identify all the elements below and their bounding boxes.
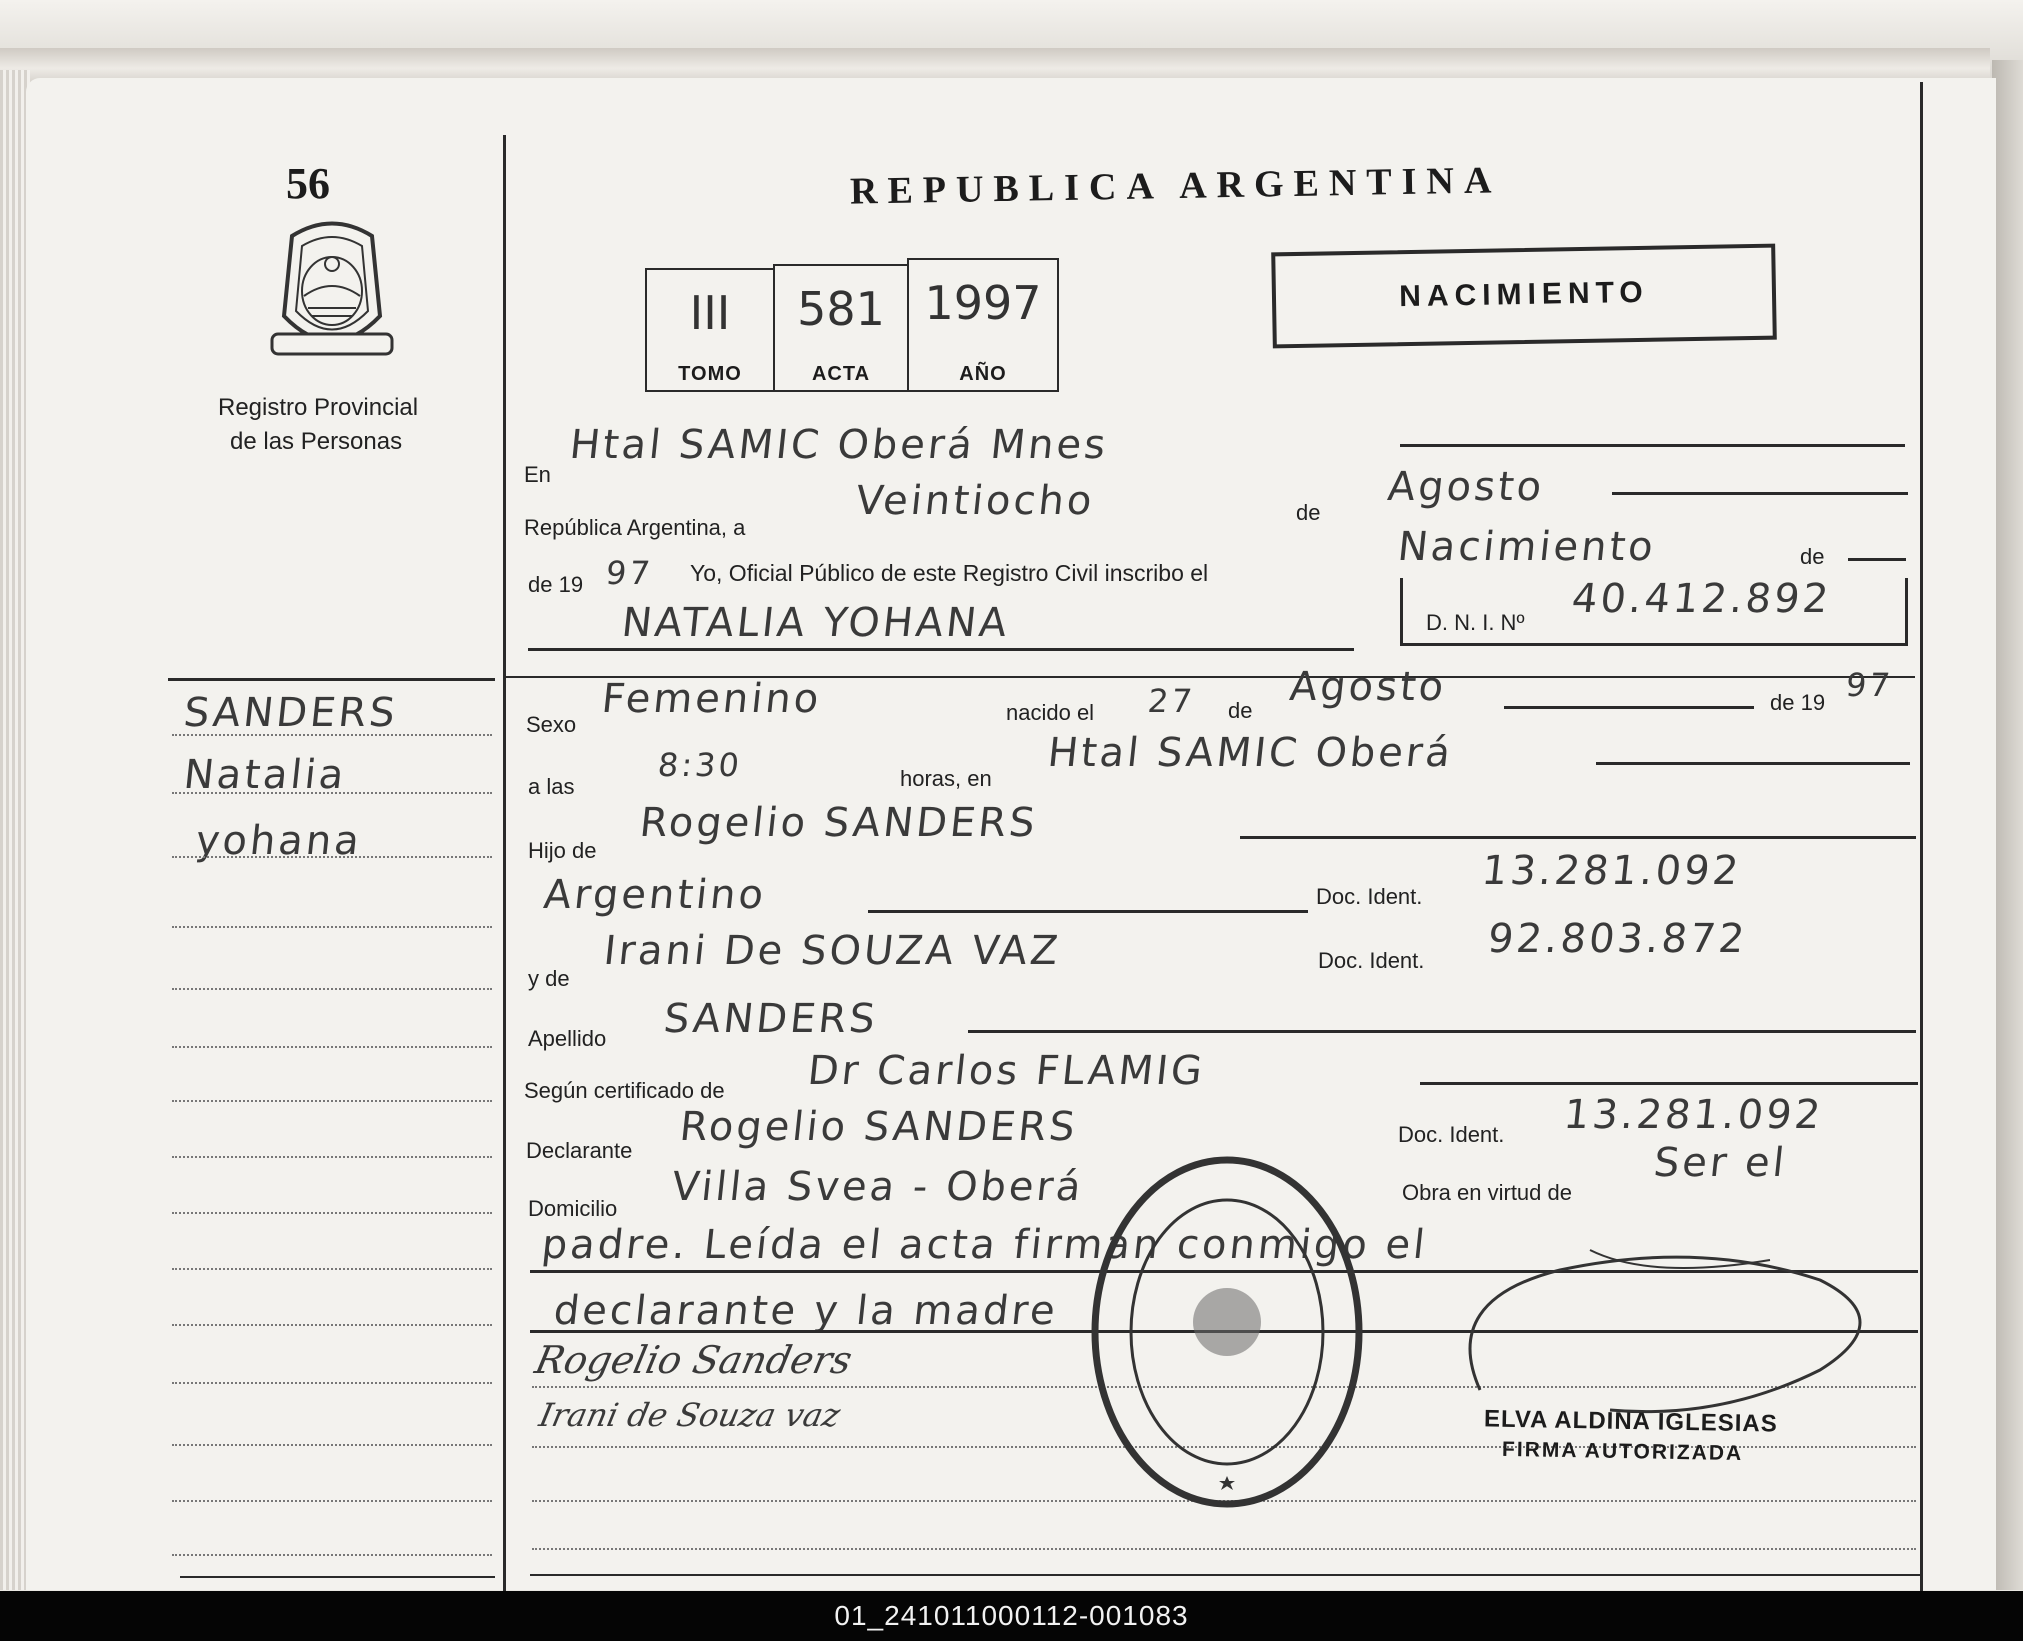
sexo-value: Femenino [599, 676, 824, 722]
sexo-label: Sexo [526, 712, 577, 737]
registry-line2: de las Personas [230, 428, 403, 455]
margin-line [172, 1500, 492, 1502]
margin-top-rule [168, 678, 495, 681]
mother-signature: Irani de Souza vaz [535, 1396, 844, 1434]
acta-value: 581 [797, 282, 885, 336]
declarante-label: Declarante [526, 1138, 633, 1163]
obra-label: Obra en virtud de [1402, 1180, 1572, 1205]
right-border [1920, 82, 1923, 1591]
year-prefix: de 19 [528, 572, 584, 597]
margin-line [172, 1156, 492, 1158]
de-label2: de [1800, 544, 1825, 569]
registry-line1: Registro Provincial [218, 394, 419, 421]
record-type: NACIMIENTO [1398, 275, 1649, 314]
tomo-label: TOMO [678, 363, 742, 385]
margin-line [172, 1324, 492, 1326]
margin-line [172, 1382, 492, 1384]
official-role: FIRMA AUTORIZADA [1501, 1437, 1744, 1466]
margin-line [172, 926, 492, 928]
margin-line [172, 1444, 492, 1446]
en-label: En [524, 462, 551, 487]
book-right-edge [1992, 60, 2023, 1590]
hijo-label: Hijo de [528, 838, 597, 863]
page-number: 56 [286, 159, 330, 208]
domicilio-value: Villa Svea - Oberá [669, 1164, 1086, 1210]
tomo-cell [645, 268, 775, 392]
field-line [1612, 492, 1908, 495]
field-line [968, 1030, 1916, 1033]
field-line [1504, 706, 1754, 709]
day-words: Veintiocho [853, 478, 1097, 524]
father-doc: 13.281.092 [1479, 848, 1744, 894]
margin-bottom-rule [180, 1576, 495, 1578]
doc-label: Doc. Ident. [1316, 884, 1423, 909]
doctor-name: Dr Carlos FLAMIG [805, 1048, 1208, 1094]
acta-label: ACTA [811, 363, 871, 385]
anio-value: 1997 [924, 276, 1042, 330]
inscribo-text: Yo, Oficial Público de este Registro Civil inscribo el [690, 560, 1209, 586]
field-line [868, 910, 1308, 913]
obra-value: Ser el [1651, 1140, 1790, 1186]
bottom-rule [530, 1574, 1920, 1576]
event-value: Nacimiento [1395, 524, 1659, 570]
declarante-name: Rogelio SANDERS [677, 1104, 1080, 1150]
country-title: REPUBLICA ARGENTINA [849, 159, 1502, 213]
domicilio-label: Domicilio [528, 1196, 618, 1221]
dni-label: D. N. I. Nº [1426, 610, 1525, 635]
margin-line [172, 1268, 492, 1270]
margin-line [172, 734, 492, 736]
field-line [1420, 1082, 1918, 1085]
field-line [528, 648, 1354, 651]
doc-label3: Doc. Ident. [1398, 1122, 1505, 1147]
birth-place: Htal SAMIC Oberá [1045, 730, 1456, 776]
continuation-line2: declarante y la madre [551, 1288, 1061, 1334]
margin-line [172, 988, 492, 990]
continuation-line1: padre. Leída el acta firman conmigo el [539, 1222, 1430, 1268]
field-line [1848, 558, 1906, 561]
birth-day: 27 [1146, 682, 1197, 720]
a-las-label: a las [528, 774, 575, 799]
apellido-value: SANDERS [661, 996, 881, 1042]
apellido-label: Apellido [528, 1026, 607, 1051]
father-nationality: Argentino [541, 872, 769, 918]
en-value: Htal SAMIC Oberá Mnes [567, 422, 1111, 468]
margin-line [172, 856, 492, 858]
margin-line [172, 1046, 492, 1048]
record-type-box [1271, 244, 1777, 349]
margin-line [172, 792, 492, 794]
de-label: de [1296, 500, 1321, 525]
field-line [1400, 444, 1905, 447]
anio-cell [907, 258, 1059, 392]
signature-line [532, 1548, 1916, 1550]
anio-label: AÑO [959, 363, 1007, 385]
image-code: 01_241011000112-001083 [834, 1600, 1189, 1631]
dni-value: 40.412.892 [1569, 576, 1834, 622]
republica-label: República Argentina, a [524, 515, 746, 540]
father-name: Rogelio SANDERS [637, 800, 1040, 846]
mother-name: Irani De SOUZA VAZ [601, 928, 1063, 974]
field-line [1596, 762, 1910, 765]
horas-label: horas, en [900, 766, 992, 791]
father-signature: Rogelio Sanders [531, 1338, 856, 1382]
margin-name1: Natalia [181, 752, 349, 798]
tomo-value: III [689, 286, 731, 340]
acta-cell [773, 264, 909, 392]
de-label3: de [1228, 698, 1253, 723]
month-value: Agosto [1385, 464, 1547, 510]
year-label: de 19 [1770, 690, 1826, 715]
image-code-bar [0, 1591, 2023, 1641]
declarante-doc: 13.281.092 [1561, 1092, 1826, 1138]
year-suffix: 97 [604, 554, 655, 592]
birth-year-suffix: 97 [1844, 666, 1895, 704]
official-name: ELVA ALDINA IGLESIAS [1483, 1405, 1779, 1438]
nacido-label: nacido el [1006, 700, 1095, 725]
full-name: NATALIA YOHANA [619, 600, 1012, 646]
hour-value: 8:30 [656, 746, 744, 784]
mother-doc: 92.803.872 [1485, 916, 1750, 962]
birth-month: Agosto [1287, 664, 1449, 710]
margin-line [172, 1554, 492, 1556]
margin-line [172, 1100, 492, 1102]
margin-name2: yohana [193, 818, 365, 864]
doc-label2: Doc. Ident. [1318, 948, 1425, 973]
segun-label: Según certificado de [524, 1078, 725, 1103]
y-de-label: y de [528, 966, 570, 991]
column-divider [503, 135, 506, 1591]
province-seal-icon [262, 216, 402, 366]
margin-surname: SANDERS [181, 690, 401, 736]
margin-line [172, 1212, 492, 1214]
official-stamp-icon [1082, 1142, 1372, 1522]
field-line [1240, 836, 1916, 839]
